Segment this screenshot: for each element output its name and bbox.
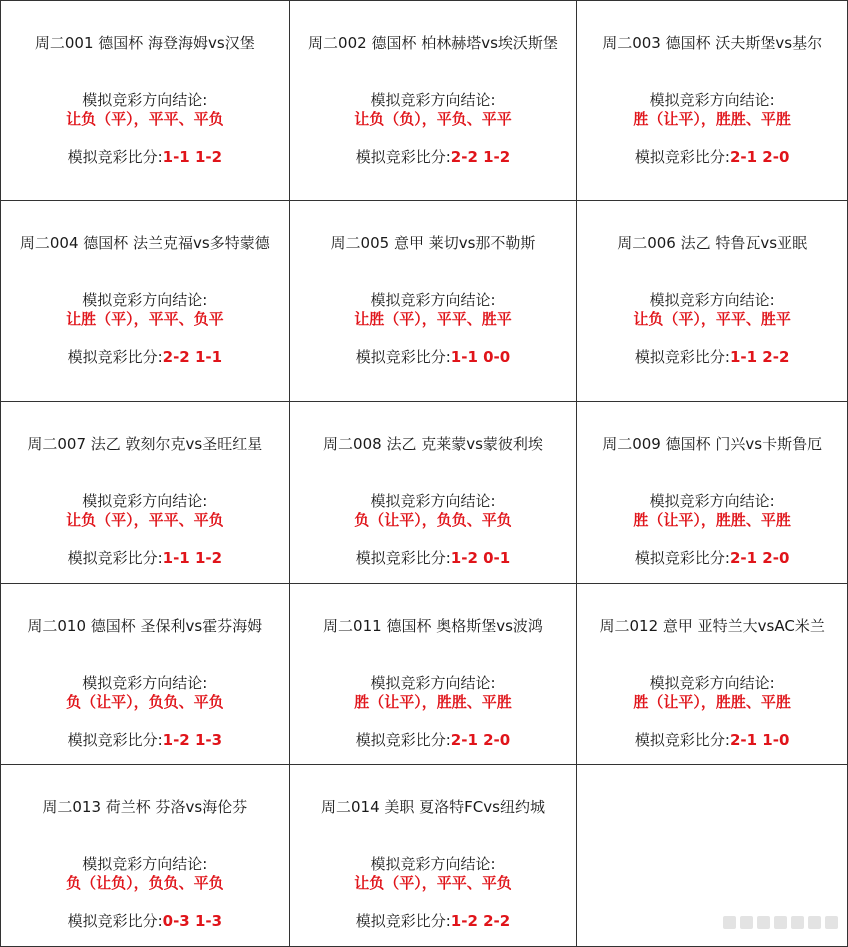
match-cell (289, 765, 577, 947)
match-cell (1, 402, 290, 584)
match-cell (289, 402, 577, 584)
direction-conclusion: 负（让负），负负、平负 (66, 874, 224, 892)
match-cell (577, 584, 848, 765)
direction-label: 模拟竞彩方向结论: (649, 674, 775, 692)
score-line (1, 549, 289, 567)
direction-label: 模拟竞彩方向结论: (649, 291, 775, 309)
direction-conclusion: 让负（平），平平、平负 (354, 874, 512, 892)
score-values: 2-2 1-2 (450, 148, 511, 166)
score-label: 模拟竞彩比分: (355, 912, 451, 930)
score-line (290, 731, 577, 749)
score-values: 2-1 2-0 (450, 731, 511, 749)
match-title: 周二001 德国杯 海登海姆vs汉堡 (34, 34, 255, 52)
watermark (723, 916, 838, 929)
match-cell (289, 201, 577, 402)
score-values: 1-1 2-2 (729, 348, 790, 366)
score-label: 模拟竞彩比分: (634, 148, 730, 166)
score-label: 模拟竞彩比分: (355, 348, 451, 366)
direction-label: 模拟竞彩方向结论: (370, 855, 496, 873)
score-values: 1-1 0-0 (450, 348, 511, 366)
direction-conclusion: 让负（负），平负、平平 (354, 110, 512, 128)
match-title: 周二004 德国杯 法兰克福vs多特蒙德 (19, 234, 270, 252)
match-title: 周二014 美职 夏洛特FCvs纽约城 (321, 798, 545, 816)
match-cell (1, 1, 290, 201)
score-line (577, 148, 847, 166)
match-title: 周二012 意甲 亚特兰大vsAC米兰 (599, 617, 825, 635)
score-label: 模拟竞彩比分: (634, 348, 730, 366)
score-values: 2-2 1-1 (162, 348, 223, 366)
match-cell (577, 1, 848, 201)
direction-label: 模拟竞彩方向结论: (370, 291, 496, 309)
score-label: 模拟竞彩比分: (634, 731, 730, 749)
score-values: 1-2 2-2 (450, 912, 511, 930)
direction-label: 模拟竞彩方向结论: (82, 855, 208, 873)
direction-label: 模拟竞彩方向结论: (82, 674, 208, 692)
score-values: 0-3 1-3 (162, 912, 223, 930)
direction-label: 模拟竞彩方向结论: (370, 492, 496, 510)
direction-conclusion: 让负（平），平平、平负 (66, 110, 224, 128)
direction-conclusion: 让负（平），平平、平负 (66, 511, 224, 529)
direction-conclusion: 胜（让平），胜胜、平胜 (633, 511, 791, 529)
direction-conclusion: 让负（平），平平、胜平 (633, 310, 791, 328)
direction-label: 模拟竞彩方向结论: (649, 91, 775, 109)
match-cell (577, 402, 848, 584)
score-line (1, 148, 289, 166)
match-title: 周二007 法乙 敦刻尔克vs圣旺红星 (27, 435, 263, 453)
score-label: 模拟竞彩比分: (67, 348, 163, 366)
score-label: 模拟竞彩比分: (355, 731, 451, 749)
match-cell (1, 765, 290, 947)
match-title: 周二008 法乙 克莱蒙vs蒙彼利埃 (323, 435, 543, 453)
match-title: 周二002 德国杯 柏林赫塔vs埃沃斯堡 (308, 34, 558, 52)
match-cell (1, 201, 290, 402)
table-row (1, 584, 848, 765)
table-row (1, 1, 848, 201)
score-line (577, 348, 847, 366)
score-label: 模拟竞彩比分: (67, 912, 163, 930)
score-line (577, 549, 847, 567)
score-line (290, 549, 577, 567)
direction-label: 模拟竞彩方向结论: (370, 91, 496, 109)
table-row (1, 402, 848, 584)
direction-conclusion: 胜（让平），胜胜、平胜 (633, 110, 791, 128)
score-values: 2-1 2-0 (729, 549, 790, 567)
match-title: 周二005 意甲 莱切vs那不勒斯 (330, 234, 536, 252)
score-label: 模拟竞彩比分: (67, 148, 163, 166)
score-label: 模拟竞彩比分: (67, 549, 163, 567)
match-cell (289, 1, 577, 201)
direction-conclusion: 胜（让平），胜胜、平胜 (354, 693, 512, 711)
match-title: 周二011 德国杯 奥格斯堡vs波鸿 (323, 617, 543, 635)
match-cell (577, 201, 848, 402)
match-title: 周二003 德国杯 沃夫斯堡vs基尔 (602, 34, 823, 52)
match-cell (289, 584, 577, 765)
score-values: 2-1 2-0 (729, 148, 790, 166)
direction-label: 模拟竞彩方向结论: (370, 674, 496, 692)
score-line (290, 348, 577, 366)
direction-label: 模拟竞彩方向结论: (82, 492, 208, 510)
direction-conclusion: 胜（让平），胜胜、平胜 (633, 693, 791, 711)
score-line (577, 731, 847, 749)
direction-label: 模拟竞彩方向结论: (82, 291, 208, 309)
score-label: 模拟竞彩比分: (634, 549, 730, 567)
direction-label: 模拟竞彩方向结论: (649, 492, 775, 510)
direction-conclusion: 负（让平），负负、平负 (354, 511, 512, 529)
score-line (290, 912, 577, 930)
score-values: 1-1 1-2 (162, 148, 223, 166)
score-values: 1-2 0-1 (450, 549, 511, 567)
table-row (1, 765, 848, 947)
score-values: 1-1 1-2 (162, 549, 223, 567)
direction-conclusion: 让胜（平），平平、胜平 (354, 310, 512, 328)
direction-label: 模拟竞彩方向结论: (82, 91, 208, 109)
score-values: 2-1 1-0 (729, 731, 790, 749)
direction-conclusion: 让胜（平），平平、负平 (66, 310, 224, 328)
score-values: 1-2 1-3 (162, 731, 223, 749)
score-label: 模拟竞彩比分: (67, 731, 163, 749)
direction-conclusion: 负（让平），负负、平负 (66, 693, 224, 711)
match-title: 周二006 法乙 特鲁瓦vs亚眠 (617, 234, 808, 252)
match-title: 周二009 德国杯 门兴vs卡斯鲁厄 (602, 435, 823, 453)
match-cell (1, 584, 290, 765)
score-label: 模拟竞彩比分: (355, 148, 451, 166)
match-title: 周二010 德国杯 圣保利vs霍芬海姆 (27, 617, 263, 635)
score-label: 模拟竞彩比分: (355, 549, 451, 567)
match-title: 周二013 荷兰杯 芬洛vs海伦芬 (42, 798, 248, 816)
score-line (1, 912, 289, 930)
score-line (1, 731, 289, 749)
table-row (1, 201, 848, 402)
score-line (1, 348, 289, 366)
score-line (290, 148, 577, 166)
